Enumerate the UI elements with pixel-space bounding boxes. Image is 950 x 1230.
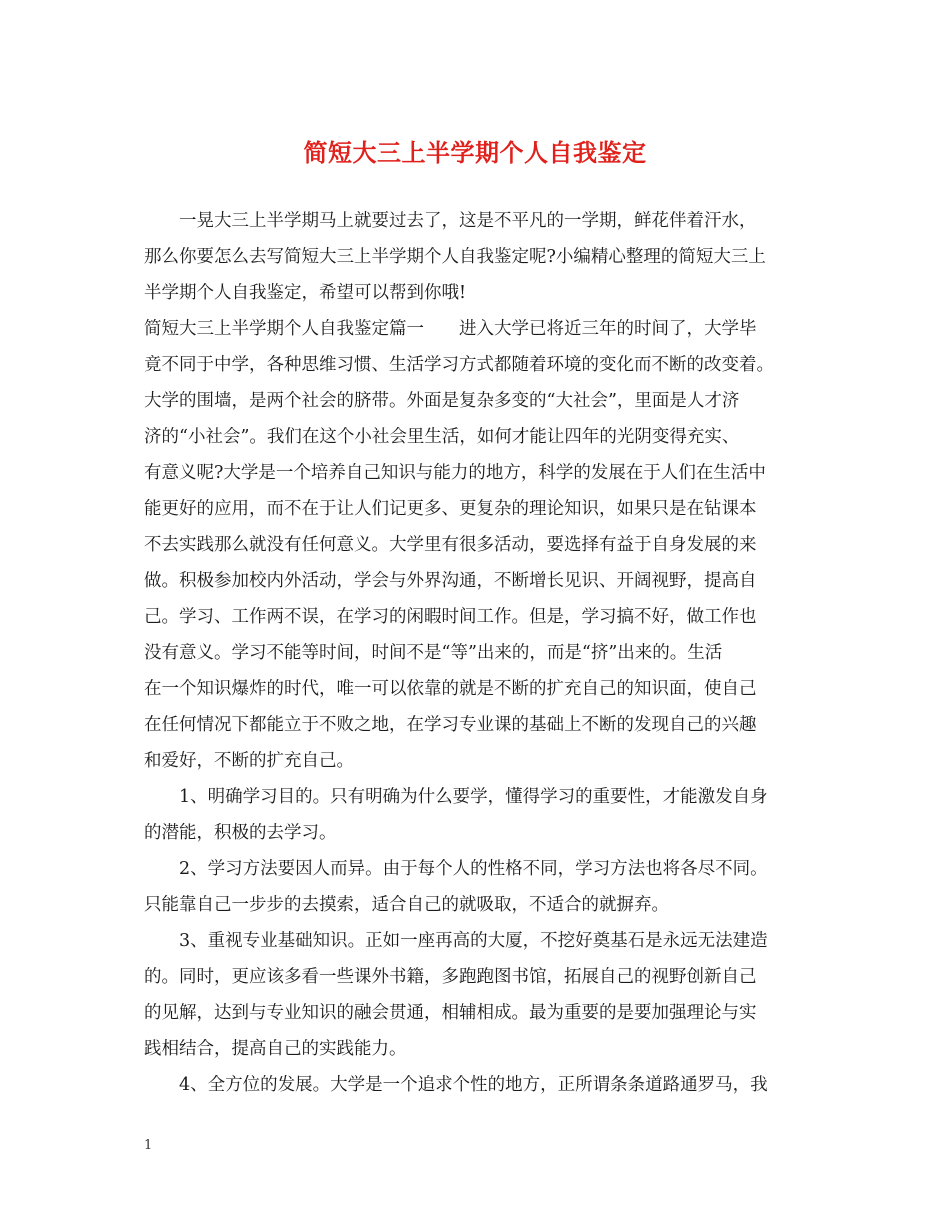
body-line: 只能靠自己一步步的去摸索，适合自己的就吸取，不适合的就摒弃。 <box>144 895 669 915</box>
body-line: 2、学习方法要因人而异。由于每个人的性格不同，学习方法也将各尽不同。 <box>144 859 768 879</box>
body-line: 的。同时，更应该多看一些课外书籍，多跑跑图书馆，拓展自己的视野创新自己 <box>144 967 757 987</box>
page-number: 1 <box>144 1138 153 1153</box>
body-line: 一晃大三上半学期马上就要过去了，这是不平凡的一学期，鲜花伴着汗水， <box>144 211 757 231</box>
body-line: 在一个知识爆炸的时代，唯一可以依靠的就是不断的扩充自己的知识面，使自己 <box>144 679 757 699</box>
body-line: 能更好的应用，而不在于让人们记更多、更复杂的理论知识，如果只是在钻课本 <box>144 499 757 519</box>
body-line: 那么你要怎么去写简短大三上半学期个人自我鉴定呢?小编精心整理的简短大三上 <box>144 247 766 267</box>
body-line: 大学的围墙，是两个社会的脐带。外面是复杂多变的“大社会”，里面是人才济 <box>144 391 740 411</box>
body-line: 不去实践那么就没有任何意义。大学里有很多活动，要选择有益于自身发展的来 <box>144 535 757 555</box>
body-line: 和爱好，不断的扩充自己。 <box>144 751 354 771</box>
body-line: 在任何情况下都能立于不败之地，在学习专业课的基础上不断的发现自己的兴趣 <box>144 715 757 735</box>
body-line: 做。积极参加校内外活动，学会与外界沟通，不断增长见识、开阔视野，提高自 <box>144 571 757 591</box>
body-line: 的潜能，积极的去学习。 <box>144 823 337 843</box>
body-line: 竟不同于中学，各种思维习惯、生活学习方式都随着环境的变化而不断的改变着。 <box>144 355 774 375</box>
body-line: 的见解，达到与专业知识的融会贯通，相辅相成。最为重要的是要加强理论与实 <box>144 1003 757 1023</box>
body-line: 济的“小社会”。我们在这个小社会里生活，如何才能让四年的光阴变得充实、 <box>144 427 740 447</box>
body-line: 没有意义。学习不能等时间，时间不是“等”出来的，而是“挤”出来的。生活 <box>144 643 723 663</box>
body-line: 简短大三上半学期个人自我鉴定篇一 进入大学已将近三年的时间了，大学毕 <box>144 319 757 339</box>
document-title: 简短大三上半学期个人自我鉴定 <box>303 138 647 167</box>
body-line: 3、重视专业基础知识。正如一座再高的大厦，不挖好奠基石是永远无法建造 <box>144 931 768 951</box>
body-line: 践相结合，提高自己的实践能力。 <box>144 1039 407 1059</box>
body-line: 己。学习、工作两不误，在学习的闲暇时间工作。但是，学习搞不好，做工作也 <box>144 607 757 627</box>
body-line: 1、明确学习目的。只有明确为什么要学，懂得学习的重要性，才能激发自身 <box>144 787 768 807</box>
body-line: 4、全方位的发展。大学是一个追求个性的地方，正所谓条条道路通罗马，我 <box>144 1075 768 1095</box>
body-line: 半学期个人自我鉴定，希望可以帮到你哦! <box>144 283 467 303</box>
body-line: 有意义呢?大学是一个培养自己知识与能力的地方，科学的发展在于人们在生活中 <box>144 463 766 483</box>
